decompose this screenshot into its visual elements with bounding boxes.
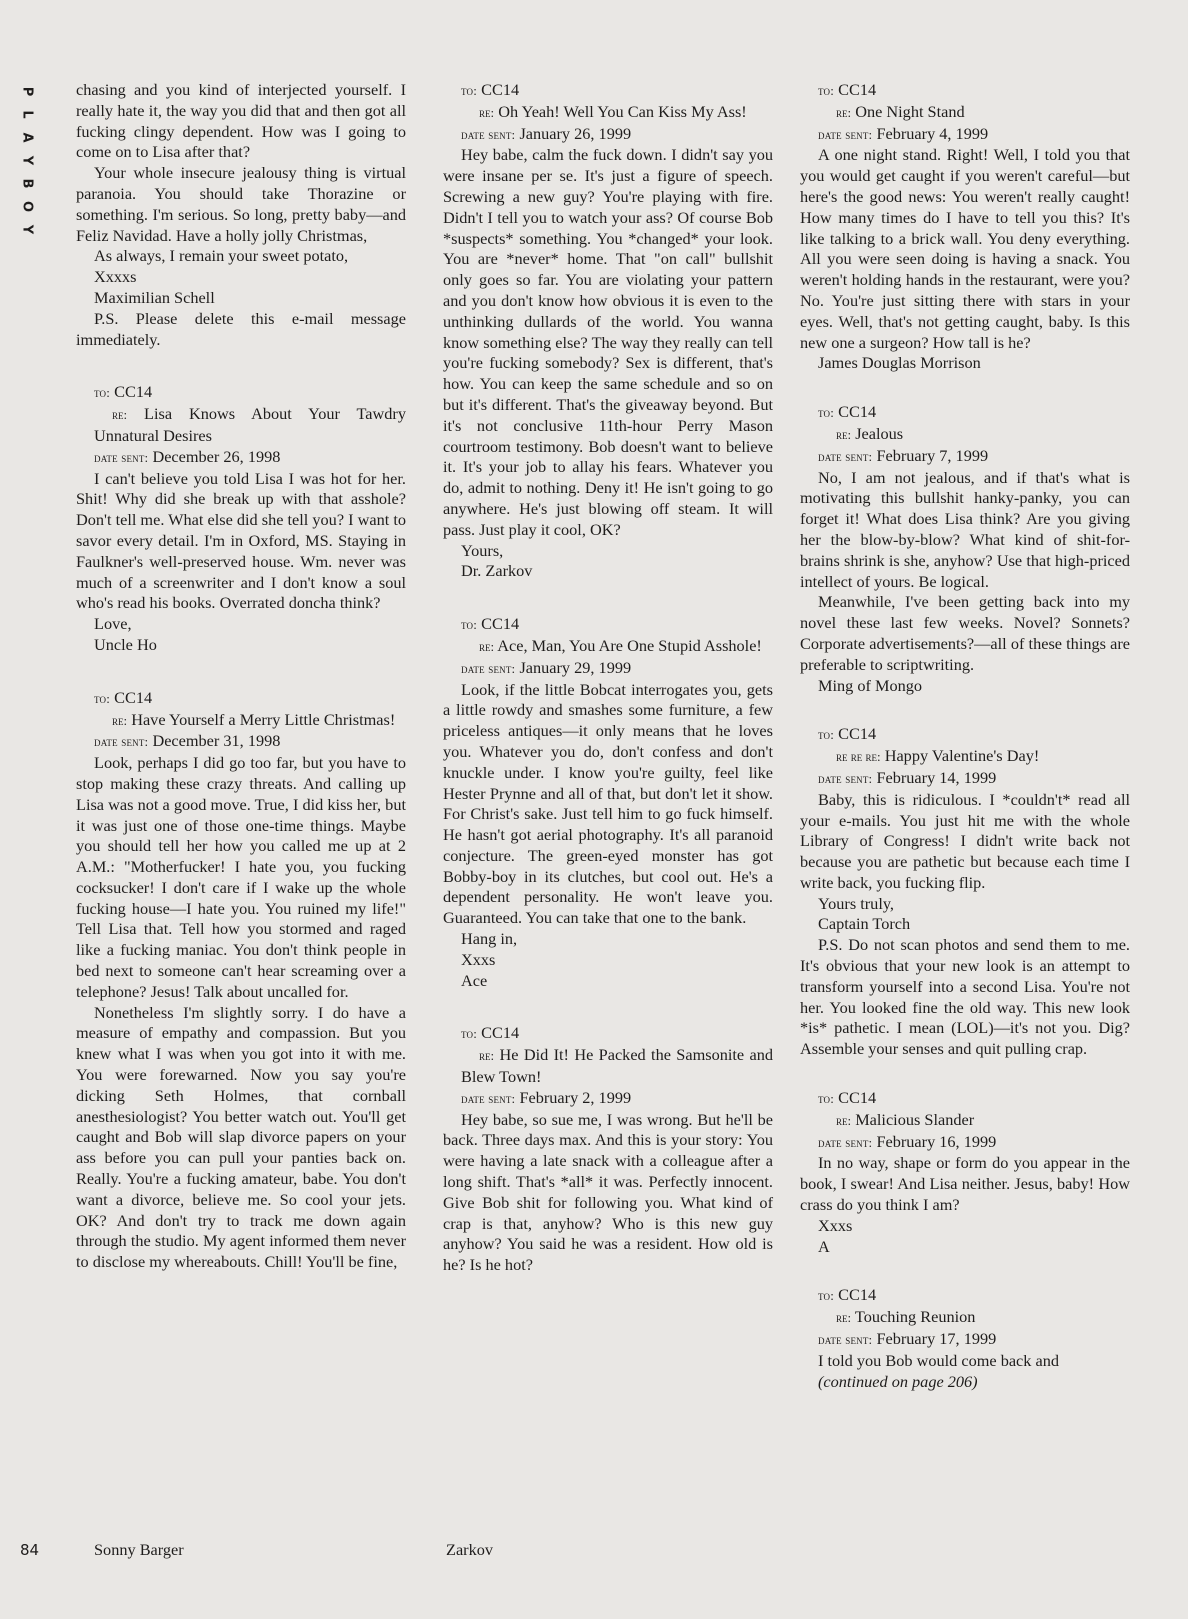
signature-name: Dr. Zarkov [461,561,533,581]
email-body: Hey babe, calm the fuck down. I didn't say you were insane per se. It's just a figure of speech. Screwing a new guy? You're playing with fire. Didn't I tell you to watch your ass? Of course Bob *suspects* something. You *changed* your look. You are *never* home. That "on call" bullshit only goes so far. You are violating your pattern and you don't know how obvious it is even to the unthinking dullards of the world. You wanna know something else? The way they really can tell you're fucking somebody? Sex is different, that's how. You can keep the same schedule and so on but it's different. That's the giveaway beyond. But it's not conclusive 11th-hour Perry Mason courtroom testimony. Bob doesn't want to believe it. It's your job to allay his fears. Whatever you do, admit to nothing. Deny it! He isn't going to go anywhere. He's just blowing off steam. It will pass. Just play it cool, OK? [443,145,773,539]
to-value: CC14 [838,80,877,99]
to-value: CC14 [838,724,877,744]
signature-name: Zarkov [446,1540,494,1559]
signature-name: Uncle Ho [94,634,157,654]
to-label: to: [818,405,835,421]
re-label: re: [836,1112,852,1128]
date-value: February 17, 1999 [876,1329,997,1349]
continued-note: (continued on page 206) [818,1371,978,1391]
email-date [800,124,1130,146]
email-date [800,446,1130,468]
to-value: CC14 [838,1285,877,1305]
email-message [443,80,773,582]
page-number: 84 [20,1541,40,1559]
sidebar-letter: P [19,86,35,97]
email-body: Look, perhaps I did go too far, but you have to stop making these crazy threats. And calling up Lisa was not a good move. True, I did kiss her, but it was just one of those one-time things. Maybe you should tell her how you called me up at 2 A.M.: "Motherfucker! I hate you, you fucking cocksucker! I don't care if I wake up the whole fucking house—I hate you. You ruined my life!" Tell Lisa that. Tell how you stormed and raged like a fucking maniac. You don't think people in bed next to someone can't hear screaming over a telephone? Jesus! Talk about uncalled for. [76,753,406,1001]
re-label: re: [479,638,495,654]
email-subject [800,1110,1130,1132]
to-value: CC14 [481,1023,520,1043]
postscript: P.S. Please delete this e-mail message immediately. [76,308,406,349]
signature-name: Sonny Barger [94,1540,184,1559]
signature-line: Xxxs [461,949,496,969]
email-message [76,382,406,655]
sidebar-letter: O [19,200,35,213]
date-label: date sent: [461,126,516,142]
email-message [76,688,406,1273]
date-label: date sent: [818,1134,873,1150]
to-label: to: [818,1288,835,1304]
email-to [800,724,1130,746]
email-to [800,1088,1130,1110]
email-body: No, I am not jealous, and if that's what is motivating this bullshit hanky-panky, you can forget it! What does Lisa think? Are you giving her the blow-by-blow? What kind of shit-for-brains shrink is she, anyhow? Use that high-priced intellect of yours. Be logical. [800,467,1130,591]
signature-name: Maximilian Schell [94,287,215,307]
to-label: to: [94,385,111,401]
re-label: re: [836,426,852,442]
column-2 [443,80,773,1276]
date-label: date sent: [818,126,873,142]
signature-line: Yours, [461,540,504,560]
date-label: date sent: [94,734,149,750]
email-subject [443,1045,773,1088]
email-subject [443,636,773,658]
re-label: re re re: [836,749,881,765]
to-label: to: [461,617,478,633]
to-value: CC14 [481,614,520,634]
email-date [443,1088,773,1110]
email-subject [800,1307,1130,1329]
re-value: Lisa Knows About Your Tawdry Unnatural Desires [94,404,406,445]
to-label: to: [94,690,111,706]
email-message [800,724,1130,1060]
re-value: Oh Yeah! Well You Can Kiss My Ass! [498,101,747,121]
paragraph: As always, I remain your sweet potato, [94,246,349,266]
signature-line: Xxxs [818,1215,853,1235]
signature-line: Hang in, [461,929,518,949]
email-body: Hey babe, so sue me, I was wrong. But he'll be back. Three days max. And this is your story: You were having a late snack with a colleague after a long shift. That's *all* it was. Perfectly innocent. Give Bob shit for following you. What kind of crap is that, anyhow? Who is this new guy anyhow? You said he was a resident. How old is he? Is he hot? [443,1109,773,1275]
signature-line: Love, [94,614,132,634]
to-label: to: [818,1091,835,1107]
email-to [76,382,406,404]
re-value: Jealous [855,423,904,443]
email-body: In no way, shape or form do you appear in the book, I swear! And Lisa neither. Jesus, baby! How crass do you think I am? [800,1153,1130,1215]
date-label: date sent: [461,1090,516,1106]
email-message [443,614,773,991]
email-date [76,731,406,753]
re-label: re: [836,104,852,120]
re-value: He Did It! He Packed the Samsonite and Blew Town! [461,1045,773,1087]
date-value: February 16, 1999 [876,1131,997,1151]
email-to [76,688,406,710]
to-label: to: [818,727,835,743]
date-label: date sent: [818,1332,873,1348]
paragraph: Your whole insecure jealousy thing is virtual paranoia. You should take Thorazine or something. I'm serious. So long, pretty baby—and Feliz Navidad. Have a holly jolly Christmas, [76,163,406,245]
signature-line: Yours truly, [818,893,894,913]
email-message [800,1088,1130,1257]
email-body: Nonetheless I'm slightly sorry. I do have a measure of empathy and compassion. But you knew what I was when you got into it with me. You were forewarned. Now you say you're dicking Seth Holmes, that cornball anesthesiologist? You better watch out. You'll get caught and Bob will slap divorce papers on your ass before you can pull your panties back on. Really. You're a fucking amateur, babe. You don't want a divorce, believe me. So cool your jets. OK? And don't try to track me down again through the studio. My agent informed them never to disclose my whereabouts. Chill! You'll be fine, [76,1002,406,1272]
postscript: P.S. Do not scan photos and send them to me. It's obvious that your new look is an attempt to transform yourself into a second Lisa. You're not her. You looked fine the old way. This new look *is* pathetic. I mean (LOL)—it's not you. Dig? Assemble your senses and quit pulling crap. [800,935,1130,1059]
email-date [800,1132,1130,1154]
paragraph: chasing and you kind of interjected yourself. I really hate it, the way you did that and then got all fucking clingy dependent. How was I going to come on to Lisa after that? [76,80,406,162]
date-value: January 29, 1999 [519,657,632,677]
to-value: CC14 [838,1088,877,1108]
re-value: Touching Reunion [854,1307,976,1327]
email-body: Meanwhile, I've been getting back into my novel these last few weeks. Novel? Sonnets? Corporate advertisements?—all of these things are preferable to scriptwriting. [800,592,1130,674]
email-to [443,80,773,102]
email-message [800,80,1130,374]
re-label: re: [479,1048,495,1064]
date-label: date sent: [94,449,149,465]
signature-name: Ace [461,970,488,990]
email-to [800,1285,1130,1307]
signature-line: Xxxxs [94,267,137,287]
to-value: CC14 [114,687,153,707]
column-1 [76,80,406,1273]
re-value: Ace, Man, You Are One Stupid Asshole! [497,635,762,655]
to-label: to: [461,1026,478,1042]
email-to [443,1023,773,1045]
signature-name: James Douglas Morrison [818,353,981,373]
signature-name: Captain Torch [818,914,911,934]
sidebar-letter: B [19,178,35,189]
email-to [800,402,1130,424]
email-subject [800,102,1130,124]
email-subject [76,404,406,447]
email-date [443,658,773,680]
email-message [800,1285,1130,1392]
to-value: CC14 [481,80,520,99]
email-date [76,447,406,469]
date-value: December 26, 1998 [152,446,281,466]
date-label: date sent: [818,770,873,786]
section-sidebar [12,80,34,241]
date-label: date sent: [461,660,516,676]
email-message [800,402,1130,696]
email-subject [800,746,1130,768]
re-label: re: [112,712,128,728]
re-value: Malicious Slander [855,1109,975,1129]
email-body: A one night stand. Right! Well, I told you that you would get caught if you weren't careful—but here's the good news: You weren't really caught! How many times do I have to tell you this? It's like talking to a brick wall. You deny everything. All you were seen doing is having a snack. You weren't holding hands in the restaurant, were you? No. You're just sitting there with stars in your eyes. Well, that's not getting caught, baby. Is this new one a surgeon? How tall is he? [800,145,1130,352]
sidebar-letter: A [19,132,35,143]
to-label: to: [461,83,478,98]
sidebar-letter: Y [19,155,35,166]
re-label: re: [112,407,128,423]
re-value: One Night Stand [855,101,965,121]
column-3 [800,80,1130,1392]
email-body: Baby, this is ridiculous. I *couldn't* read all your e-mails. You just hit me with the whole Library of Congress! I didn't write back not because you are pathetic but because each time I write back, you fucking flip. [800,789,1130,892]
email-date [800,768,1130,790]
signature-name: A [818,1236,830,1256]
email-subject [76,710,406,732]
date-value: February 7, 1999 [876,445,989,465]
sidebar-letter: L [19,110,35,119]
email-body: I told you Bob would come back and [818,1350,1060,1370]
email-date [800,1329,1130,1351]
email-body: I can't believe you told Lisa I was hot for her. Shit! Why did she break up with that asshole? Don't tell me. What else did she tell you? I want to savor every detail. I'm in Oxford, MS. Staying in Faulkner's well-preserved house. Wm. never was much of a screenwriter and I don't know a soul who's read his books. Overrated doncha think? [76,468,406,613]
date-value: February 14, 1999 [876,767,997,787]
email-body: Look, if the little Bobcat interrogates you, gets a little rowdy and smashes some furniture, a few priceless antiques—it only means that he loves you. Whatever you do, don't confess and don't knuckle under. I know you're guilty, feel like Hester Prynne and all of that, but don't let it show. For Christ's sake. Just tell him to go fuck himself. He hasn't got aerial photography. It's all paranoid conjecture. The green-eyed monster has got Bobby-boy in its clutches, but cool out. He's a dependent personality. He won't leave you. Guaranteed. You can take that one to the bank. [443,679,773,928]
date-label: date sent: [818,448,873,464]
email-subject [443,102,773,124]
to-value: CC14 [838,402,877,422]
re-label: re: [836,1310,852,1326]
email-to [443,614,773,636]
to-value: CC14 [114,382,153,402]
to-label: to: [818,83,835,98]
date-value: February 2, 1999 [519,1087,632,1107]
re-value: Happy Valentine's Day! [884,746,1040,766]
signature-name: Ming of Mongo [818,675,923,695]
date-value: February 4, 1999 [876,123,989,143]
re-label: re: [479,104,495,120]
email-subject [800,424,1130,446]
email-to [800,80,1130,102]
sidebar-letter: Y [19,224,35,235]
date-value: January 26, 1999 [519,123,632,143]
email-message [443,1023,773,1276]
email-date [443,124,773,146]
re-value: Have Yourself a Merry Little Christmas! [131,709,396,729]
date-value: December 31, 1998 [152,731,281,751]
